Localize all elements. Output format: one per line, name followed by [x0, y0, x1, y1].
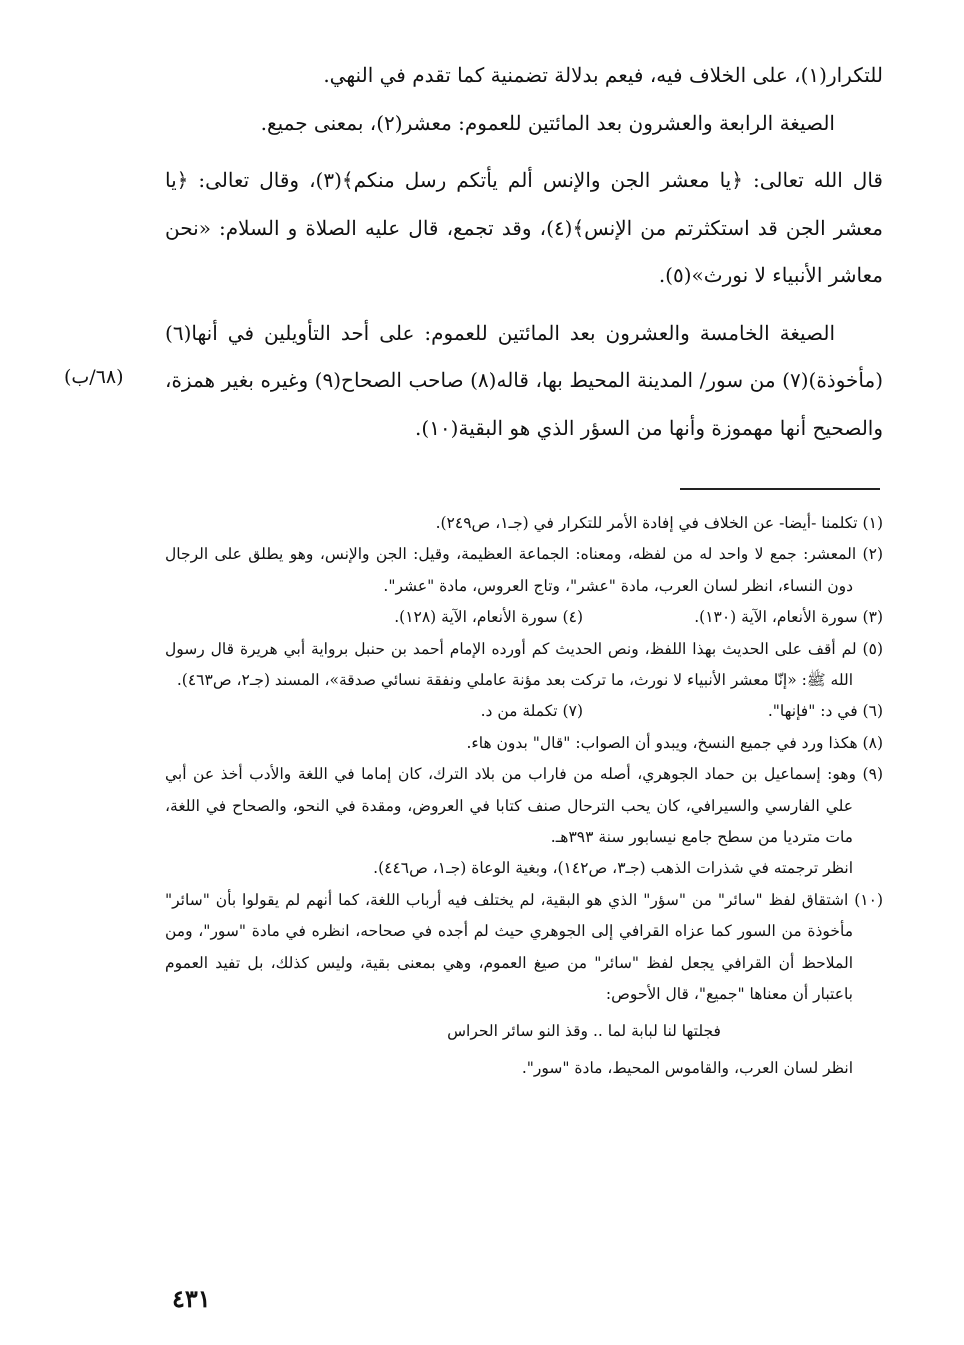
- footnote-1: (١) تكلمنا -أيضا- عن الخلاف في إفادة الأمر للتكرار في (جـ١، ص٢٤٩).: [435, 514, 883, 532]
- paragraph-4: الصيغة الخامسة والعشرون بعد المائتين للعموم: على أحد التأويلين في أنها(٦) (مأخوذة)(٧) من سور/ المدينة المحيط بها، قاله(٨) صاحب الصحاح(٩) وغيره بغير همزة، والصحيح أنها مهموزة وأنها من السؤر الذي هو البقية(١٠).: [165, 320, 884, 440]
- paragraph-1: للتكرار(١)، على الخلاف فيه، فيعم بدلالة تضمنية كما تقدم في النهي.: [323, 63, 883, 87]
- footnote-row-3-4: [165, 602, 883, 633]
- footnote-9: (٩) وهو: إسماعيل بن حماد الجوهري، أصله من فاراب من بلاد الترك، كان إماما في اللغة والأدب أخذ عن أبي علي الفارسي والسيرافي، كان يحب الترحال صنف كتابا في العروض، ومقدة في النحو، والصحاح في اللغة، مات مترديا من سطح جامع نيسابور سنة ٣٩٣هـ.: [165, 765, 883, 847]
- footnote-row-6-7: [165, 696, 883, 727]
- footnote-4: (٤) سورة الأنعام، الآية (١٢٨).: [394, 608, 583, 627]
- footnote-7: (٧) تكملة من د.: [480, 702, 583, 721]
- page-number: ٤٣١: [172, 1284, 211, 1313]
- manuscript-folio-marker: (٦٨/ب): [64, 366, 124, 388]
- footnote-9-reference: انظر ترجمته في شذرات الذهب (جـ٣، ص١٤٢)، وبغية الوعاة (جـ١، ص٤٤٦).: [373, 859, 853, 878]
- footnote-3: (٣) سورة الأنعام، الآية (١٣٠).: [694, 608, 883, 627]
- footnote-8: (٨) هكذا ورد في جميع النسخ، ويبدو أن الصواب: "قال" بدون هاء.: [466, 733, 883, 752]
- footnote-separator: [680, 488, 880, 490]
- footnote-10: (١٠) اشتقاق لفظ "سائر" من "سؤر" الذي هو البقية، لم يختلف فيه أرباب اللغة، كما أنهم لم يقولوا بأن "سائر" مأخوذة من السور كما عزاه القرافي إلى الجوهري حيث لم أجده في صحاحه، انظره في مادة "سور"، ومن الملاحظ أن القرافي يجعل لفظ "سائر" من صيغ العموم، وهي بمعنى بقية، وليس كذلك، بل تفيد العموم باعتبار أن معناها "جميع"، قال الأحوص:: [165, 890, 883, 1004]
- footnote-10-reference: انظر لسان العرب، والقاموس المحيط، مادة "سور".: [521, 1058, 853, 1077]
- footnotes: [165, 508, 883, 1084]
- paragraph-3: قال الله تعالى: ﴿يا معشر الجن والإنس ألم يأتكم رسل منكم﴾(٣)، وقال تعالى: ﴿يا معشر الجن قد استكثرتم من الإنس﴾(٤)، وقد تجمع، قال عليه الصلاة و السلام: «نحن معاشر الأنبياء لا نورث»(٥).: [165, 168, 883, 287]
- footnote-5: (٥) لم أقف على الحديث بهذا اللفظ، ونص الحديث كم أورده الإمام أحمد بن حنبل برواية أبي هريرة قال رسول الله ﷺ: «إنّا معشر الأنبياء لا نورث، ما تركت بعد مؤنة عاملي ونفقة نسائي صدقة»، المسند (جـ٢، ص٤٦٣).: [165, 639, 883, 690]
- footnote-2: (٢) المعشر: جمع لا واحد له من لفظه، ومعناه: الجماعة العظيمة، وقيل: الجن والإنس، وهو يطلق على الرجال دون النساء، انظر لسان العرب، مادة "عشر"، وتاج العروس، مادة "عشر".: [165, 545, 883, 595]
- footnote-6: (٦) في د: "فإنها".: [767, 702, 883, 721]
- main-text: [165, 52, 883, 452]
- poetry-verse: فجلتها لنا لبابة لما .. وقذ النو سائر الحراس: [447, 1021, 721, 1040]
- paragraph-2: الصيغة الرابعة والعشرون بعد المائتين للعموم: معشر(٢)، بمعنى جميع.: [260, 110, 835, 135]
